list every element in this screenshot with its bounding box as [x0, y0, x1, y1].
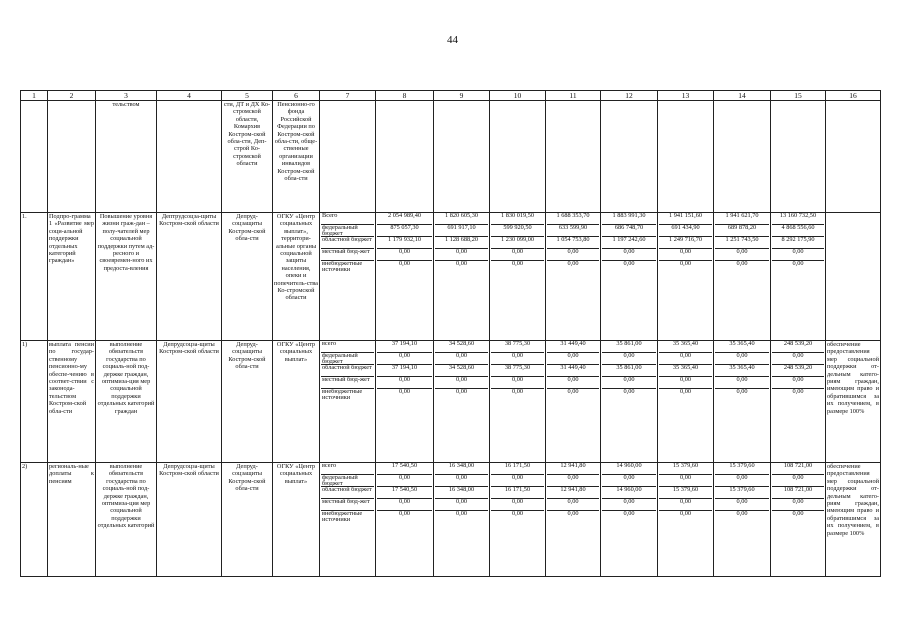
amount-cell: 37 194,10 [377, 341, 432, 353]
amount-cell: 35 861,00 [602, 365, 656, 377]
amount-cell: 12 941,80 [547, 487, 599, 499]
continuation-row [21, 101, 881, 213]
measure-name: Подпро-грамма 1 «Развитие мер соци-альной поддержки отдельных категорий граждан» [48, 213, 96, 341]
amount-cell: 1 054 753,80 [547, 237, 599, 249]
amount-cell: 1 688 353,70 [547, 213, 599, 225]
header-cell: 5 [222, 91, 273, 101]
header-cell: 10 [490, 91, 546, 101]
amount-cell: 14 960,00 [602, 463, 656, 475]
amount-cell: 0,00 [679, 260, 692, 267]
amount-cell: 1 128 688,20 [435, 237, 488, 249]
amount-cell: 34 528,60 [435, 365, 488, 377]
amount-cell: 0,00 [547, 377, 599, 389]
amount-cell: 8 292 175,90 [772, 237, 824, 249]
funding-source: областной бюджет [321, 237, 374, 249]
amount-cell: 686 748,70 [602, 225, 656, 237]
amount-cell: 691 434,90 [659, 225, 712, 237]
amount-cell: 0,00 [547, 475, 599, 487]
funding-source: областной бюджет [321, 487, 374, 499]
amount-cell: 0,00 [715, 249, 769, 261]
amount-cell: 0,00 [435, 377, 488, 389]
amount-cell: 0,00 [715, 353, 769, 365]
amount-cell: 2 054 989,40 [377, 213, 432, 225]
header-row [21, 91, 881, 101]
amount-cell: 0,00 [679, 510, 692, 517]
amount-cell: 14 960,00 [602, 487, 656, 499]
amount-cell: 0,00 [715, 499, 769, 511]
amount-cell: 35 365,40 [659, 341, 712, 353]
amount-cell: 0,00 [511, 510, 524, 517]
amount-cell: 0,00 [623, 388, 635, 395]
amount-cell: 0,00 [398, 510, 411, 517]
co-executor: Депруд-соцзащиты Костром-ской обла-сти [222, 341, 273, 463]
funding-source: местный бюд-жет [321, 377, 374, 389]
amount-cell: 12 941,80 [547, 463, 599, 475]
amount-cell: 0,00 [567, 510, 579, 517]
amount-cell: 0,00 [377, 499, 432, 511]
row-number: 2) [21, 463, 48, 577]
measure-name: региональ-ные доплаты к пенсиям [48, 463, 96, 577]
funding-source: местный бюд-жет [321, 499, 374, 511]
amount-cell: 1 883 991,30 [602, 213, 656, 225]
amount-cell: 0,00 [659, 249, 712, 261]
amount-cell: 0,00 [659, 499, 712, 511]
amount-cell: 0,00 [772, 475, 824, 487]
amount-cell: 0,00 [602, 353, 656, 365]
header-cell: 1 [21, 91, 48, 101]
amount-cell: 0,00 [547, 249, 599, 261]
amount-cell: 0,00 [679, 388, 692, 395]
amount-cell: 0,00 [602, 475, 656, 487]
header-cell: 9 [434, 91, 490, 101]
amount-cell: 0,00 [659, 475, 712, 487]
amount-cell: 1 251 743,50 [715, 237, 769, 249]
row-number: 1. [21, 213, 48, 341]
amount-cell: 0,00 [715, 475, 769, 487]
amount-cell: 248 539,20 [772, 365, 824, 377]
amount-cell: 0,00 [377, 475, 432, 487]
amount-cell: 0,00 [567, 388, 579, 395]
funding-source: федеральный бюджет [321, 475, 374, 487]
amount-cell: 35 365,40 [715, 365, 769, 377]
amount-cell: 16 348,00 [435, 487, 488, 499]
amount-cell: 0,00 [567, 260, 579, 267]
amount-cell: 0,00 [792, 510, 804, 517]
header-cell: 12 [601, 91, 658, 101]
funding-source: федеральный бюджет [321, 353, 374, 365]
header-cell: 8 [376, 91, 434, 101]
amount-cell: 35 365,40 [659, 365, 712, 377]
table-row [21, 463, 881, 577]
amount-cell: 0,00 [455, 388, 468, 395]
funding-source: внебюджетные источники [322, 510, 363, 523]
amount-cell: 0,00 [736, 388, 748, 395]
amount-cell: 0,00 [511, 260, 524, 267]
amount-cell: 1 941 151,60 [659, 213, 712, 225]
amount-cell: 0,00 [491, 475, 544, 487]
amount-cell: 0,00 [772, 499, 824, 511]
measure-goal: выполнение обязательств государства по социаль-ной под-держке граждан, оптимиза-ция мер социальной поддержки отдельных категорий граждан [96, 341, 157, 463]
header-cell: 13 [658, 91, 714, 101]
funding-source: местный бюд-жет [321, 249, 374, 261]
amount-cell: 34 528,60 [435, 341, 488, 353]
funding-source: всего [321, 341, 374, 353]
amount-cell: 0,00 [792, 388, 804, 395]
amount-cell: 31 449,40 [547, 365, 599, 377]
amount-cell: 0,00 [736, 510, 748, 517]
co-executor: Депруд-соцзащиты Костром-ской обла-сти [222, 463, 273, 577]
amount-cell: 0,00 [398, 260, 411, 267]
amount-cell: 0,00 [602, 249, 656, 261]
amount-cell: 17 540,50 [377, 463, 432, 475]
amount-cell: 0,00 [491, 377, 544, 389]
amount-cell: 0,00 [772, 377, 824, 389]
amount-cell: 0,00 [511, 388, 524, 395]
amount-cell: 0,00 [659, 377, 712, 389]
amount-cell: 4 868 556,60 [772, 225, 824, 237]
amount-cell: 108 721,00 [772, 463, 824, 475]
amount-cell: 0,00 [377, 377, 432, 389]
amount-cell: 38 775,30 [491, 341, 544, 353]
amount-cell: 16 171,50 [491, 463, 544, 475]
measure-name: выплата пенсии по государ-ственному пенсионно-му обеспе-чению в соответ-ствии с законода-тельством Костром-ской обла-сти [48, 341, 96, 463]
amount-cell: 0,00 [435, 353, 488, 365]
amount-cell: 15 379,60 [659, 463, 712, 475]
amount-cell: 1 179 932,10 [377, 237, 432, 249]
funding-source: внебюджетные источники [322, 388, 363, 401]
amount-cell: 31 449,40 [547, 341, 599, 353]
amount-cell: 875 057,30 [377, 225, 432, 237]
amount-cell: 0,00 [435, 249, 488, 261]
measure-goal: Повышение уровня жизни граж-дан – полу-чателей мер социальной поддержки путем ад-ресного и своевремен-ного их предоста-вления [96, 213, 157, 341]
amount-cell: 16 171,50 [491, 487, 544, 499]
cont-coexecutor-cell: сти, ДТ и ДХ Ко-стромской области, Комархив Костром-ской обла-сти, Деп-строй Ко-стромской области [222, 101, 273, 213]
amount-cell: 0,00 [602, 377, 656, 389]
amount-cell: 0,00 [736, 260, 748, 267]
amount-cell: 1 249 716,70 [659, 237, 712, 249]
amount-cell: 35 861,00 [602, 341, 656, 353]
row-number: 1) [21, 341, 48, 463]
cont-goal-cell: тельством [96, 101, 157, 213]
responsible-executor: Депрудсоцза-щиты Костром-ской области [157, 463, 222, 577]
header-cell: 4 [157, 91, 222, 101]
cont-participant-cell: Пенсионно-го фонда Российской Федерации по Костром-ской обла-сти, обще-ственные организации инвалидов Костром-ской обла-сти [273, 101, 320, 213]
participants: ОГКУ «Центр социальных выплат» [273, 463, 320, 577]
amount-cell: 248 539,20 [772, 341, 824, 353]
header-cell: 15 [771, 91, 826, 101]
amount-cell: 0,00 [455, 510, 468, 517]
amount-cell: 13 160 732,50 [772, 213, 824, 225]
amount-cell: 0,00 [602, 499, 656, 511]
participants: ОГКУ «Центр социальных выплат» [273, 341, 320, 463]
amount-cell: 599 920,50 [491, 225, 544, 237]
header-cell: 11 [546, 91, 601, 101]
amount-cell: 691 917,10 [435, 225, 488, 237]
amount-cell: 1 830 019,50 [491, 213, 544, 225]
amount-cell: 0,00 [623, 510, 635, 517]
amount-cell: 38 775,30 [491, 365, 544, 377]
header-cell: 16 [826, 91, 881, 101]
funding-source: всего [321, 463, 374, 475]
expected-result [826, 213, 881, 341]
header-cell: 6 [273, 91, 320, 101]
responsible-executor: Дептрудсоцза-щиты Костром-ской области [157, 213, 222, 341]
expected-result: обеспечение предоставления мер социальной поддержки от-дельным катего-риям граждан, имеющим право и обратившимся за их получением, в размере 100% [826, 341, 881, 463]
amount-cell: 0,00 [491, 353, 544, 365]
amount-cell: 689 878,20 [715, 225, 769, 237]
amount-cell: 35 365,40 [715, 341, 769, 353]
header-cell: 14 [714, 91, 771, 101]
amount-cell: 0,00 [377, 353, 432, 365]
amount-cell: 15 379,60 [715, 463, 769, 475]
amount-cell: 0,00 [772, 249, 824, 261]
amount-cell: 37 194,10 [377, 365, 432, 377]
amount-cell: 1 197 242,60 [602, 237, 656, 249]
amount-cell: 1 941 621,70 [715, 213, 769, 225]
amount-cell: 0,00 [491, 499, 544, 511]
header-cell: 2 [48, 91, 96, 101]
amount-cell: 15 379,60 [659, 487, 712, 499]
header-cell: 3 [96, 91, 157, 101]
amount-cell: 0,00 [377, 249, 432, 261]
page-number: 44 [447, 34, 458, 46]
amount-cell: 0,00 [547, 353, 599, 365]
amount-cell: 15 379,60 [715, 487, 769, 499]
program-table [20, 90, 881, 577]
amount-cell: 17 540,50 [377, 487, 432, 499]
table-row [21, 213, 881, 341]
amount-cell: 0,00 [792, 260, 804, 267]
amount-cell: 0,00 [659, 353, 712, 365]
funding-source: областной бюджет [321, 365, 374, 377]
table-row [21, 341, 881, 463]
amount-cell: 16 348,00 [435, 463, 488, 475]
co-executor: Депруд-соцзащиты Костром-ской обла-сти [222, 213, 273, 341]
amount-cell: 108 721,00 [772, 487, 824, 499]
amount-cell: 633 599,90 [547, 225, 599, 237]
amount-cell: 0,00 [491, 249, 544, 261]
amount-cell: 0,00 [623, 260, 635, 267]
header-cell: 7 [320, 91, 376, 101]
amount-cell: 0,00 [435, 499, 488, 511]
measure-goal: выполнение обязательств государства по социаль-ной под-держке граждан, оптимиза-ция мер социальной поддержки отдельных категорий [96, 463, 157, 577]
participants: ОГКУ «Центр социальных выплат», территори-альные органы социальной защиты населения, опеки и попечитель-ства Ко-стромской области [273, 213, 320, 341]
amount-cell: 0,00 [715, 377, 769, 389]
amount-cell: 1 230 099,00 [491, 237, 544, 249]
expected-result: обеспечение предоставления мер социальной поддержки от-дельным катего-риям граждан, имеющим право и обратившимся за их получением, в размере 100% [826, 463, 881, 577]
amount-cell: 0,00 [455, 260, 468, 267]
funding-source: внебюджетные источники [322, 260, 363, 273]
amount-cell: 0,00 [398, 388, 411, 395]
responsible-executor: Депрудсоцза-щиты Костром-ской области [157, 341, 222, 463]
amount-cell: 0,00 [547, 499, 599, 511]
amount-cell: 0,00 [435, 475, 488, 487]
funding-source: Всего [321, 213, 374, 225]
amount-cell: 1 820 605,30 [435, 213, 488, 225]
amount-cell: 0,00 [772, 353, 824, 365]
funding-source: федеральный бюджет [321, 225, 374, 237]
